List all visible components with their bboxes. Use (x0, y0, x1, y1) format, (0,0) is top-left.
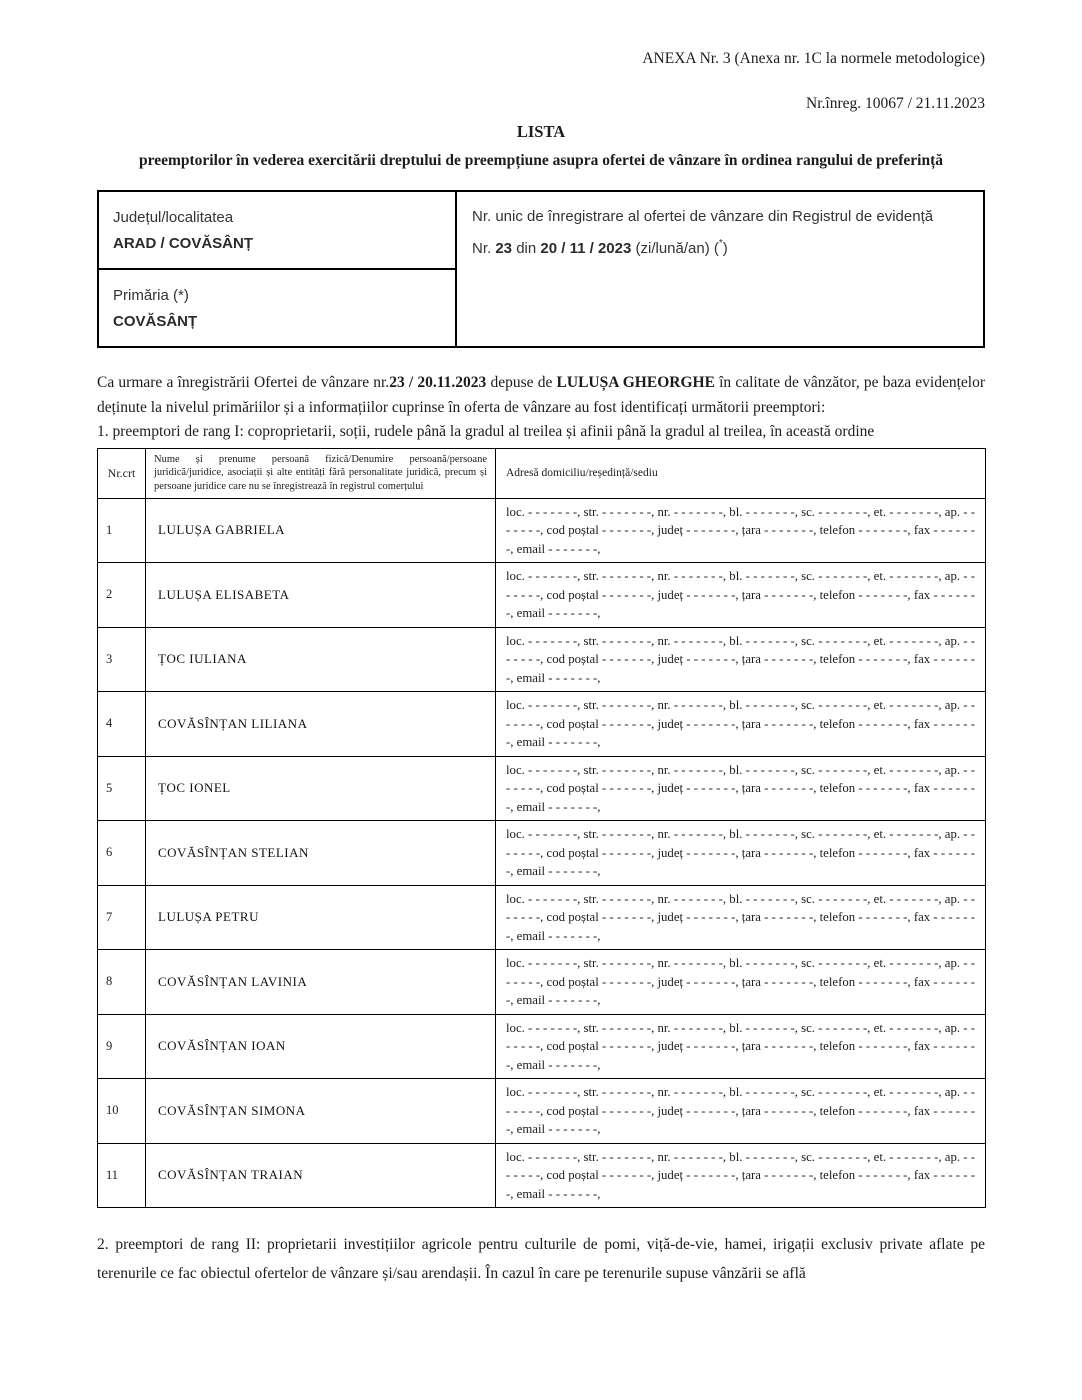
offer-note-star: * (718, 238, 723, 249)
table-header-row (98, 448, 986, 498)
unique-registration-text: Nr. unic de înregistrare al ofertei de vânzare din Registrul de evidență (472, 208, 934, 225)
table-row (98, 692, 986, 757)
offer-date: 20 / 11 / 2023 (540, 240, 632, 257)
table-row (98, 627, 986, 692)
cityhall-label: Primăria (*) (113, 287, 189, 304)
row-number: 7 (98, 885, 146, 950)
row-number: 10 (98, 1079, 146, 1144)
table-row (98, 885, 986, 950)
offer-din: din (516, 240, 537, 257)
county-label: Județul/localitatea (113, 209, 234, 226)
row-number: 3 (98, 627, 146, 692)
row-name: COVĂSÎNȚAN IOAN (146, 1014, 496, 1079)
row-name: COVĂSÎNȚAN STELIAN (146, 821, 496, 886)
row-name: LULUȘA PETRU (146, 885, 496, 950)
row-name: COVĂSÎNȚAN LAVINIA (146, 950, 496, 1015)
row-number: 9 (98, 1014, 146, 1079)
row-number: 1 (98, 498, 146, 563)
row-name: COVĂSÎNȚAN LILIANA (146, 692, 496, 757)
row-address: loc. - - - - - - -, str. - - - - - - -, nr. - - - - - - -, bl. - - - - - - -, sc. - - - - - - -, et. - - - - - - -, ap. - - - - - - -, cod poștal - - - - - - -, județ - - - - - - -, țara - - - - - - -, telefon - - - - - - -, fax - - - - - - -, email - - - - - - -, (496, 950, 986, 1015)
table-row (98, 498, 986, 563)
header-address: Adresă domiciliu/reședință/sediu (496, 448, 986, 498)
offer-registration-cell (456, 191, 984, 347)
cityhall-cell (98, 269, 456, 347)
row-address: loc. - - - - - - -, str. - - - - - - -, nr. - - - - - - -, bl. - - - - - - -, sc. - - - - - - -, et. - - - - - - -, ap. - - - - - - -, cod poștal - - - - - - -, județ - - - - - - -, țara - - - - - - -, telefon - - - - - - -, fax - - - - - - -, email - - - - - - -, (496, 1079, 986, 1144)
row-number: 4 (98, 692, 146, 757)
seller-name-bold: LULUȘA GHEORGHE (556, 374, 715, 391)
header-name: Nume și prenume persoană fizică/Denumire persoană/persoane juridică/juridice, asociații și alte entități fără personalitate juridică, precum și persoane juridice care nu se înregistrează în registrul comerțului (146, 448, 496, 498)
table-row (98, 563, 986, 628)
cityhall-value: COVĂSÂNȚ (113, 313, 198, 330)
row-number: 2 (98, 563, 146, 628)
offer-nr-label: Nr. (472, 240, 492, 257)
registration-number: Nr.înreg. 10067 / 21.11.2023 (806, 95, 985, 112)
row-name: LULUȘA ELISABETA (146, 563, 496, 628)
row-name: ȚOC IONEL (146, 756, 496, 821)
registration-info-table (97, 190, 985, 348)
info-row-county (98, 191, 984, 269)
county-value: ARAD / COVĂSÂNȚ (113, 235, 254, 252)
row-number: 6 (98, 821, 146, 886)
table-row (98, 950, 986, 1015)
row-address: loc. - - - - - - -, str. - - - - - - -, nr. - - - - - - -, bl. - - - - - - -, sc. - - - - - - -, et. - - - - - - -, ap. - - - - - - -, cod poștal - - - - - - -, județ - - - - - - -, țara - - - - - - -, telefon - - - - - - -, fax - - - - - - -, email - - - - - - -, (496, 563, 986, 628)
document-title: LISTA (516, 122, 566, 141)
row-name: COVĂSÎNȚAN SIMONA (146, 1079, 496, 1144)
table-row (98, 1079, 986, 1144)
offer-date-units: (zi/lună/an) (635, 240, 710, 257)
row-address: loc. - - - - - - -, str. - - - - - - -, nr. - - - - - - -, bl. - - - - - - -, sc. - - - - - - -, et. - - - - - - -, ap. - - - - - - -, cod poștal - - - - - - -, județ - - - - - - -, țara - - - - - - -, telefon - - - - - - -, fax - - - - - - -, email - - - - - - -, (496, 692, 986, 757)
intro-text-1: Ca urmare a înregistrării Ofertei de vânzare nr. (97, 374, 390, 391)
offer-number: 23 (495, 240, 513, 257)
offer-ref-bold: 23 / 20.11.2023 (389, 374, 487, 391)
row-address: loc. - - - - - - -, str. - - - - - - -, nr. - - - - - - -, bl. - - - - - - -, sc. - - - - - - -, et. - - - - - - -, ap. - - - - - - -, cod poștal - - - - - - -, județ - - - - - - -, țara - - - - - - -, telefon - - - - - - -, fax - - - - - - -, email - - - - - - -, (496, 627, 986, 692)
preemptors-tbody (98, 498, 986, 1208)
table-row (98, 1143, 986, 1208)
offer-note-paren-close: ) (722, 240, 728, 257)
row-address: loc. - - - - - - -, str. - - - - - - -, nr. - - - - - - -, bl. - - - - - - -, sc. - - - - - - -, et. - - - - - - -, ap. - - - - - - -, cod poștal - - - - - - -, județ - - - - - - -, țara - - - - - - -, telefon - - - - - - -, fax - - - - - - -, email - - - - - - -, (496, 1143, 986, 1208)
rank1-heading: 1. preemptori de rang I: coproprietarii, soții, rudele până la gradul al treilea și afinii până la gradul al treilea, în această ordine (97, 423, 875, 440)
intro-text-3: în calitate de vânzător, pe baza evidențelor deținute la nivelul primăriilor și a informațiilor cuprinse în oferta de vânzare au fost identificați următorii preemptori: (97, 374, 986, 416)
preemptors-table (97, 448, 986, 1209)
row-number: 8 (98, 950, 146, 1015)
header-nr-crt: Nr.crt (98, 448, 146, 498)
row-address: loc. - - - - - - -, str. - - - - - - -, nr. - - - - - - -, bl. - - - - - - -, sc. - - - - - - -, et. - - - - - - -, ap. - - - - - - -, cod poștal - - - - - - -, județ - - - - - - -, țara - - - - - - -, telefon - - - - - - -, fax - - - - - - -, email - - - - - - -, (496, 1014, 986, 1079)
row-address: loc. - - - - - - -, str. - - - - - - -, nr. - - - - - - -, bl. - - - - - - -, sc. - - - - - - -, et. - - - - - - -, ap. - - - - - - -, cod poștal - - - - - - -, județ - - - - - - -, țara - - - - - - -, telefon - - - - - - -, fax - - - - - - -, email - - - - - - -, (496, 885, 986, 950)
table-row (98, 1014, 986, 1079)
row-address: loc. - - - - - - -, str. - - - - - - -, nr. - - - - - - -, bl. - - - - - - -, sc. - - - - - - -, et. - - - - - - -, ap. - - - - - - -, cod poștal - - - - - - -, județ - - - - - - -, țara - - - - - - -, telefon - - - - - - -, fax - - - - - - -, email - - - - - - -, (496, 498, 986, 563)
table-row (98, 821, 986, 886)
row-number: 11 (98, 1143, 146, 1208)
row-name: COVĂSÎNȚAN TRAIAN (146, 1143, 496, 1208)
annex-reference: ANEXA Nr. 3 (Anexa nr. 1C la normele metodologice) (642, 50, 985, 67)
row-name: LULUȘA GABRIELA (146, 498, 496, 563)
row-address: loc. - - - - - - -, str. - - - - - - -, nr. - - - - - - -, bl. - - - - - - -, sc. - - - - - - -, et. - - - - - - -, ap. - - - - - - -, cod poștal - - - - - - -, județ - - - - - - -, țara - - - - - - -, telefon - - - - - - -, fax - - - - - - -, email - - - - - - -, (496, 821, 986, 886)
table-row (98, 756, 986, 821)
row-address: loc. - - - - - - -, str. - - - - - - -, nr. - - - - - - -, bl. - - - - - - -, sc. - - - - - - -, et. - - - - - - -, ap. - - - - - - -, cod poștal - - - - - - -, județ - - - - - - -, țara - - - - - - -, telefon - - - - - - -, fax - - - - - - -, email - - - - - - -, (496, 756, 986, 821)
row-number: 5 (98, 756, 146, 821)
intro-text-2: depuse de (486, 374, 557, 391)
offer-number-line (472, 231, 968, 263)
document-subtitle: preemptorilor în vederea exercitării dreptului de preempțiune asupra ofertei de vânzare în ordinea rangului de preferință (138, 152, 944, 169)
intro-paragraph (97, 371, 985, 420)
offer-note-paren-open: ( (713, 240, 719, 257)
county-cell (98, 191, 456, 269)
rank2-paragraph: 2. preemptori de rang II: proprietarii investițiilor agricole pentru culturile de pomi, viță-de-vie, hamei, irigații exclusiv private aflate pe terenurile ce fac obiectul ofertelor de vânzare și/sau arendașii. În cazul în care pe terenurile supuse vânzării se află (97, 1236, 985, 1282)
row-name: ȚOC IULIANA (146, 627, 496, 692)
